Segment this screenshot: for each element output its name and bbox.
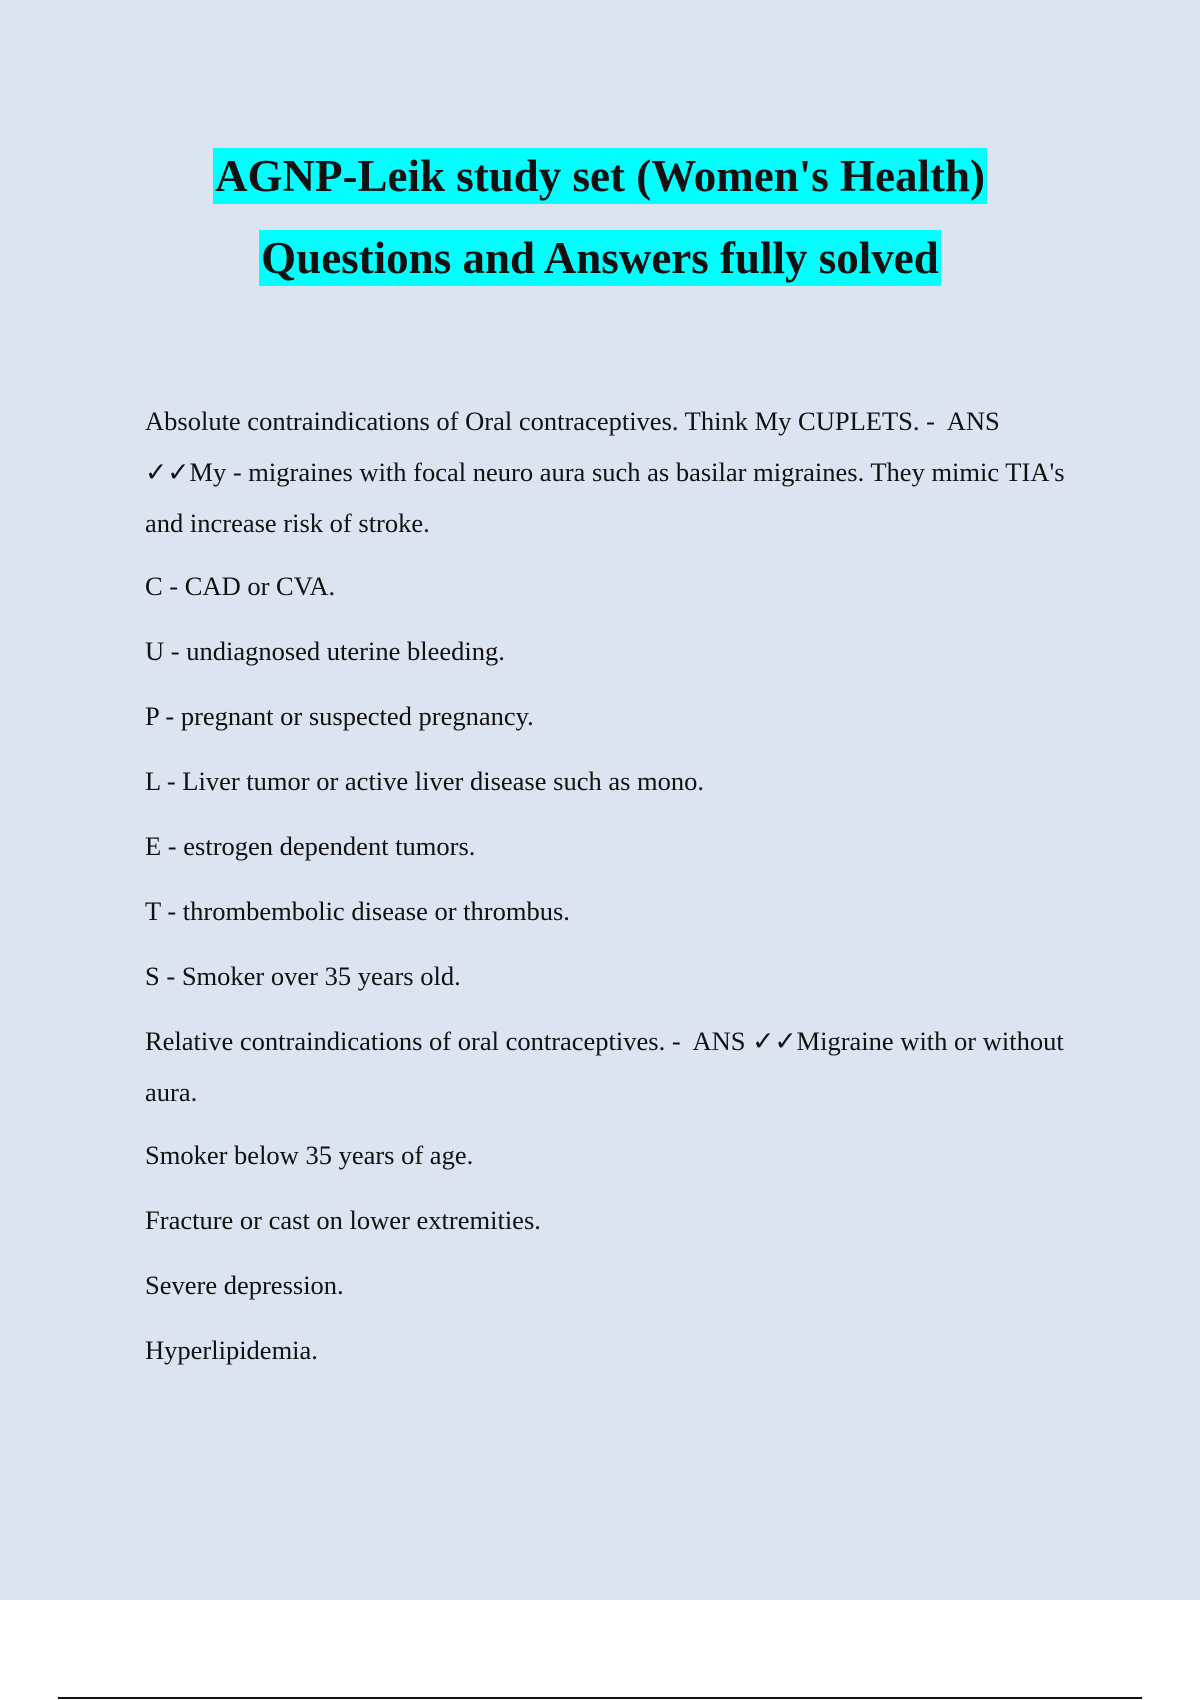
answer-marker: ANS: [692, 1026, 746, 1056]
answer-line: P - pregnant or suspected pregnancy.: [145, 701, 534, 731]
answer-line: Severe depression.: [145, 1270, 344, 1300]
qa-item-2: [145, 1016, 1065, 1118]
answer-line: S - Smoker over 35 years old.: [145, 961, 461, 991]
footer-divider: [58, 1697, 1142, 1699]
answer-line: U - undiagnosed uterine bleeding.: [145, 636, 505, 666]
answer-line: C - CAD or CVA.: [145, 571, 336, 601]
answer-text: Migraine with or without aura.: [145, 1026, 1064, 1107]
answer-line: Smoker below 35 years of age.: [145, 1140, 474, 1170]
answer-line: E - estrogen dependent tumors.: [145, 831, 476, 861]
answer-line: T - thrombembolic disease or thrombus.: [145, 896, 570, 926]
question-text: Relative contraindications of oral contraceptives. -: [145, 1026, 681, 1056]
qa-item-1: [145, 396, 1065, 549]
answer-marker: ANS: [946, 406, 1000, 436]
document-title: [0, 148, 1200, 312]
checkmark-icon: ✓✓: [145, 457, 190, 487]
answer-line: Fracture or cast on lower extremities.: [145, 1205, 541, 1235]
answer-text: My - migraines with focal neuro aura such as basilar migraines. They mimic TIA's and increase risk of stroke.: [145, 457, 1065, 538]
question-text: Absolute contraindications of Oral contraceptives. Think My CUPLETS. -: [145, 406, 935, 436]
qa-content: [145, 396, 1065, 1390]
checkmark-icon: ✓✓: [752, 1026, 797, 1056]
answer-line: L - Liver tumor or active liver disease such as mono.: [145, 766, 705, 796]
answer-line: Hyperlipidemia.: [145, 1335, 318, 1365]
title-line-1: AGNP-Leik study set (Women's Health): [213, 148, 987, 204]
title-line-2: Questions and Answers fully solved: [259, 230, 941, 286]
